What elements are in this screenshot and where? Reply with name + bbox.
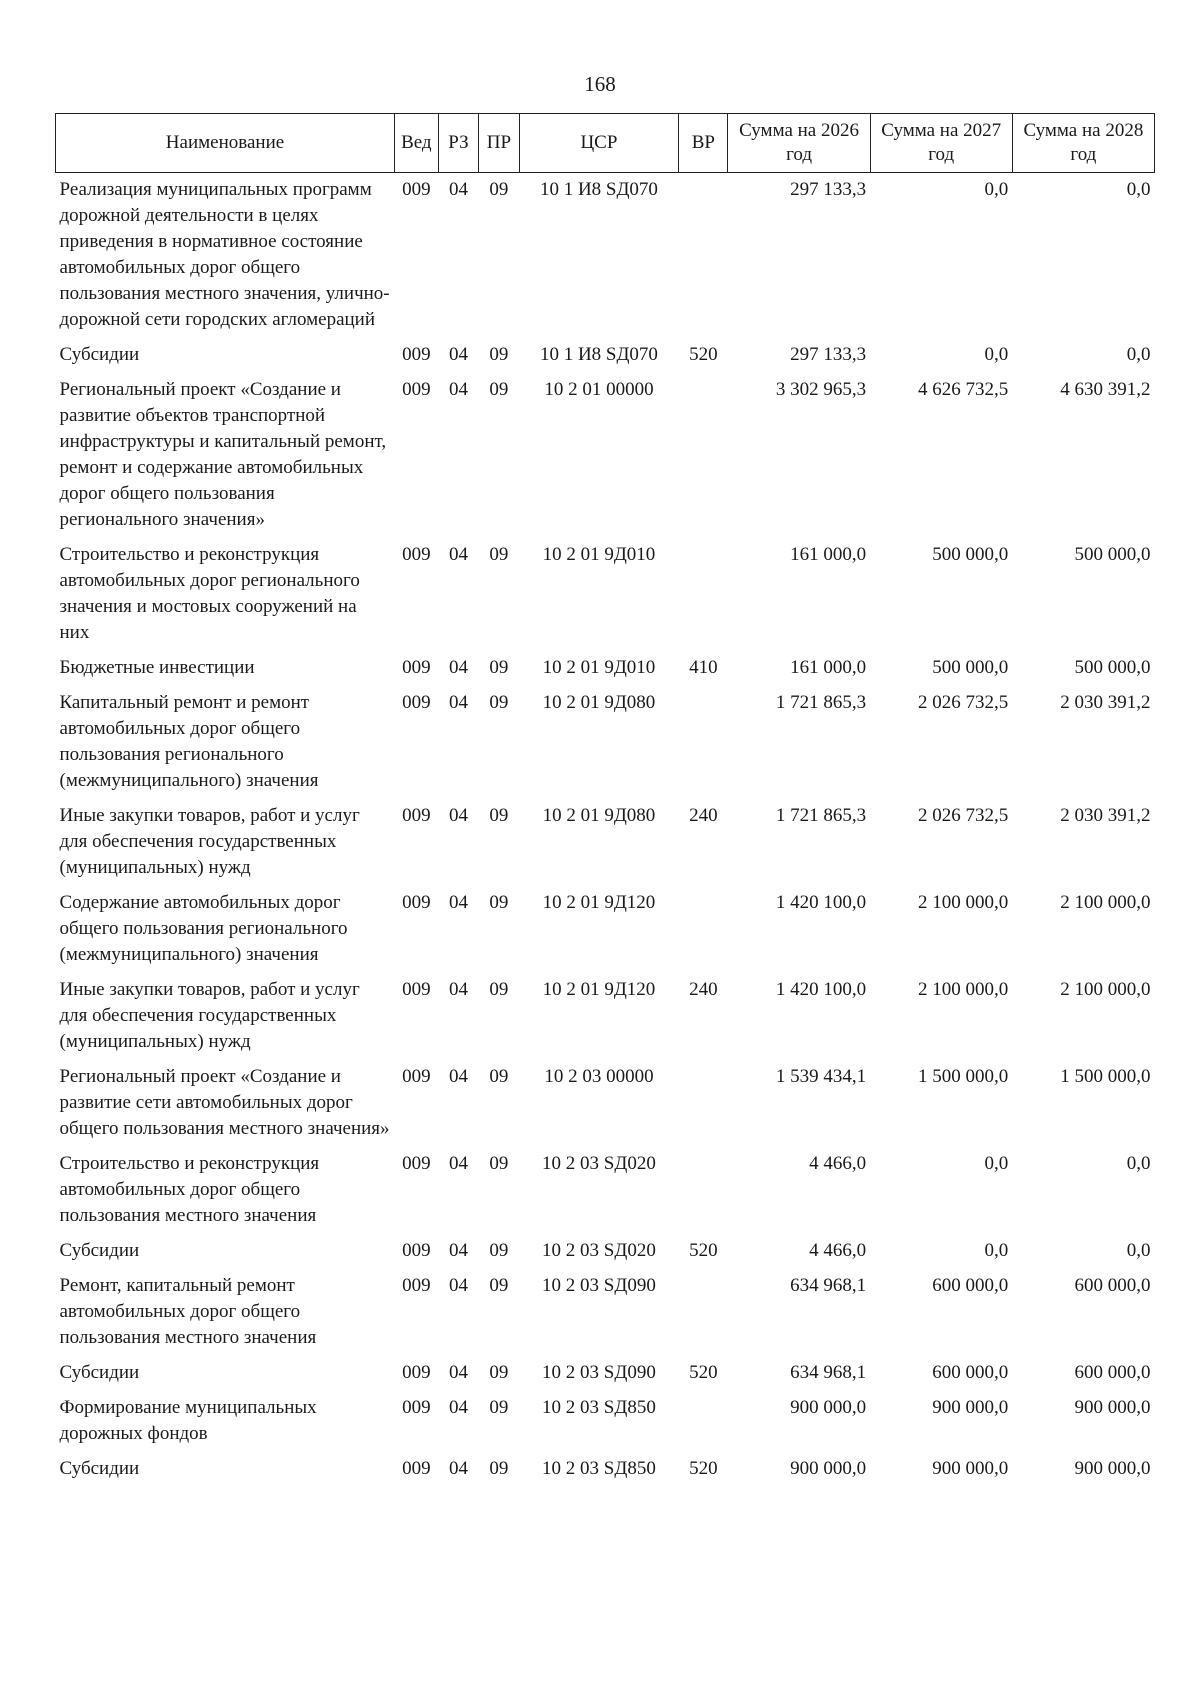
cell-csr: 10 2 03 SД020 [542,1153,656,1174]
cell-pr: 09 [489,805,509,826]
table-row [56,886,1155,973]
cell-name: Региональный проект «Создание и развитие сети автомобильных дорог общего пользования местного значения» [59,1066,390,1139]
cell-pr: 09 [489,179,509,200]
cell-ved: 009 [402,379,431,400]
cell-sum-2027: 2 100 000,0 [918,892,1009,913]
table-row [56,338,1155,373]
cell-sum-2026: 1 721 865,3 [775,692,867,713]
cell-vr [679,686,728,799]
cell-rz: 04 [448,544,468,565]
cell-csr: 10 2 03 00000 [544,1066,654,1087]
header-csr: ЦСР [519,114,679,173]
table-row [56,538,1155,651]
cell-csr: 10 2 03 SД850 [542,1397,656,1418]
cell-sum-2028: 1 500 000,0 [1060,1066,1151,1087]
table-row [56,173,1155,339]
cell-name: Формирование муниципальных дорожных фондов [59,1397,317,1444]
cell-sum-2028: 0,0 [1126,179,1151,200]
cell-pr: 09 [489,1362,509,1383]
cell-sum-2026: 3 302 965,3 [775,379,867,400]
header-sum-2027: Сумма на 2027 год [870,114,1012,173]
cell-sum-2028: 2 100 000,0 [1060,979,1151,1000]
cell-name: Субсидии [59,344,140,365]
cell-rz: 04 [448,1275,468,1296]
cell-sum-2026: 4 466,0 [809,1240,867,1261]
page-number: 168 [584,72,616,96]
table-row [56,1147,1155,1234]
header-sum-2028: Сумма на 2028 год [1012,114,1154,173]
cell-ved: 009 [402,979,431,1000]
cell-ved: 009 [402,805,431,826]
header-pr: ПР [479,114,519,173]
cell-sum-2027: 2 026 732,5 [918,805,1009,826]
cell-sum-2028: 0,0 [1126,344,1151,365]
header-vr: ВР [679,114,728,173]
table-row [56,651,1155,686]
cell-csr: 10 2 03 SД850 [542,1458,656,1479]
cell-name: Субсидии [59,1458,140,1479]
cell-rz: 04 [448,1397,468,1418]
cell-name: Содержание автомобильных дорог общего пользования регионального (межмуниципального) значения [59,892,348,965]
cell-sum-2027: 900 000,0 [932,1458,1009,1479]
cell-csr: 10 2 03 SД020 [542,1240,656,1261]
cell-pr: 09 [489,1066,509,1087]
table-row [56,1356,1155,1391]
cell-sum-2026: 1 420 100,0 [775,979,867,1000]
cell-sum-2026: 1 539 434,1 [775,1066,867,1087]
cell-sum-2028: 500 000,0 [1074,544,1151,565]
cell-sum-2028: 900 000,0 [1074,1397,1151,1418]
cell-rz: 04 [448,657,468,678]
cell-sum-2028: 600 000,0 [1074,1362,1151,1383]
cell-sum-2027: 4 626 732,5 [918,379,1009,400]
cell-csr: 10 2 01 9Д010 [542,544,656,565]
cell-vr [679,1060,728,1147]
cell-vr: 240 [689,805,718,826]
cell-sum-2026: 634 968,1 [790,1275,867,1296]
cell-name: Субсидии [59,1240,140,1261]
cell-csr: 10 2 03 SД090 [542,1362,656,1383]
cell-vr: 240 [689,979,718,1000]
table-body [56,173,1155,1488]
cell-ved: 009 [402,1458,431,1479]
cell-sum-2028: 4 630 391,2 [1060,379,1151,400]
cell-pr: 09 [489,1397,509,1418]
cell-sum-2027: 0,0 [984,1153,1009,1174]
cell-vr: 410 [689,657,718,678]
cell-ved: 009 [402,657,431,678]
cell-pr: 09 [489,657,509,678]
cell-pr: 09 [489,1240,509,1261]
table-row [56,1452,1155,1487]
table-row [56,686,1155,799]
header-sum-2026: Сумма на 2026 год [728,114,870,173]
cell-sum-2026: 161 000,0 [790,544,867,565]
table-row [56,799,1155,886]
cell-sum-2026: 4 466,0 [809,1153,867,1174]
cell-csr: 10 2 01 9Д080 [542,805,656,826]
cell-pr: 09 [489,1458,509,1479]
cell-sum-2028: 500 000,0 [1074,657,1151,678]
cell-name: Иные закупки товаров, работ и услуг для обеспечения государственных (муниципальных) нужд [59,805,360,878]
cell-sum-2027: 900 000,0 [932,1397,1009,1418]
cell-ved: 009 [402,892,431,913]
cell-pr: 09 [489,692,509,713]
cell-sum-2026: 1 721 865,3 [775,805,867,826]
cell-ved: 009 [402,1153,431,1174]
table-row [56,373,1155,538]
cell-vr: 520 [689,344,718,365]
cell-sum-2028: 900 000,0 [1074,1458,1151,1479]
cell-rz: 04 [448,805,468,826]
cell-rz: 04 [448,179,468,200]
cell-sum-2026: 900 000,0 [790,1397,867,1418]
cell-sum-2027: 0,0 [984,179,1009,200]
cell-vr [679,1147,728,1234]
cell-sum-2026: 900 000,0 [790,1458,867,1479]
cell-sum-2027: 2 026 732,5 [918,692,1009,713]
cell-rz: 04 [448,379,468,400]
cell-ved: 009 [402,692,431,713]
cell-sum-2027: 2 100 000,0 [918,979,1009,1000]
cell-name: Капитальный ремонт и ремонт автомобильных дорог общего пользования регионального (межмуниципального) значения [59,692,319,791]
cell-csr: 10 2 01 9Д120 [542,892,656,913]
cell-ved: 009 [402,544,431,565]
cell-rz: 04 [448,892,468,913]
cell-name: Субсидии [59,1362,140,1383]
cell-sum-2028: 2 030 391,2 [1060,805,1151,826]
cell-sum-2027: 500 000,0 [932,544,1009,565]
header-rz: РЗ [438,114,478,173]
cell-sum-2027: 500 000,0 [932,657,1009,678]
cell-ved: 009 [402,1397,431,1418]
cell-sum-2027: 600 000,0 [932,1275,1009,1296]
cell-sum-2027: 0,0 [984,1240,1009,1261]
cell-rz: 04 [448,1362,468,1383]
table-row [56,1060,1155,1147]
cell-ved: 009 [402,344,431,365]
cell-vr [679,1391,728,1452]
cell-name: Бюджетные инвестиции [59,657,255,678]
cell-rz: 04 [448,344,468,365]
cell-vr: 520 [689,1362,718,1383]
cell-rz: 04 [448,1066,468,1087]
cell-sum-2026: 1 420 100,0 [775,892,867,913]
cell-sum-2028: 600 000,0 [1074,1275,1151,1296]
cell-pr: 09 [489,1153,509,1174]
cell-vr: 520 [689,1458,718,1479]
cell-sum-2027: 600 000,0 [932,1362,1009,1383]
cell-name: Ремонт, капитальный ремонт автомобильных дорог общего пользования местного значения [59,1275,317,1348]
cell-sum-2028: 2 030 391,2 [1060,692,1151,713]
table-header-row [56,114,1155,173]
cell-rz: 04 [448,692,468,713]
cell-csr: 10 1 И8 SД070 [539,344,658,365]
cell-vr [679,373,728,538]
cell-rz: 04 [448,1458,468,1479]
cell-csr: 10 1 И8 SД070 [539,179,658,200]
header-name: Наименование [56,114,395,173]
cell-rz: 04 [448,1240,468,1261]
cell-sum-2028: 2 100 000,0 [1060,892,1151,913]
table-row [56,1269,1155,1356]
cell-pr: 09 [489,1275,509,1296]
cell-vr [679,173,728,339]
cell-ved: 009 [402,1240,431,1261]
cell-pr: 09 [489,979,509,1000]
header-ved: Вед [394,114,438,173]
cell-sum-2028: 0,0 [1126,1240,1151,1261]
cell-ved: 009 [402,1362,431,1383]
table-row [56,1391,1155,1452]
cell-name: Реализация муниципальных программ дорожной деятельности в целях приведения в нормативное состояние автомобильных дорог общего пользования местного значения, улично-дорожной сети городских агломераций [59,179,390,330]
cell-csr: 10 2 03 SД090 [542,1275,656,1296]
cell-csr: 10 2 01 9Д010 [542,657,656,678]
cell-sum-2026: 297 133,3 [790,179,867,200]
cell-name: Региональный проект «Создание и развитие объектов транспортной инфраструктуры и капитальный ремонт, ремонт и содержание автомобильных дорог общего пользования регионального значения» [59,379,387,530]
cell-pr: 09 [489,544,509,565]
cell-vr [679,538,728,651]
table-row [56,1234,1155,1269]
cell-csr: 10 2 01 9Д120 [542,979,656,1000]
cell-name: Строительство и реконструкция автомобильных дорог общего пользования местного значения [59,1153,320,1226]
cell-pr: 09 [489,892,509,913]
cell-ved: 009 [402,1066,431,1087]
cell-vr [679,1269,728,1356]
cell-name: Строительство и реконструкция автомобильных дорог регионального значения и мостовых сооружений на них [59,544,360,643]
cell-sum-2026: 297 133,3 [790,344,867,365]
cell-ved: 009 [402,179,431,200]
cell-pr: 09 [489,379,509,400]
cell-sum-2027: 0,0 [984,344,1009,365]
cell-rz: 04 [448,979,468,1000]
cell-vr [679,886,728,973]
cell-csr: 10 2 01 00000 [544,379,654,400]
cell-sum-2026: 634 968,1 [790,1362,867,1383]
cell-pr: 09 [489,344,509,365]
cell-rz: 04 [448,1153,468,1174]
cell-csr: 10 2 01 9Д080 [542,692,656,713]
cell-sum-2027: 1 500 000,0 [918,1066,1009,1087]
cell-vr: 520 [689,1240,718,1261]
cell-sum-2028: 0,0 [1126,1153,1151,1174]
budget-table [55,113,1155,1487]
cell-ved: 009 [402,1275,431,1296]
table-row [56,973,1155,1060]
cell-sum-2026: 161 000,0 [790,657,867,678]
cell-name: Иные закупки товаров, работ и услуг для обеспечения государственных (муниципальных) нужд [59,979,360,1052]
